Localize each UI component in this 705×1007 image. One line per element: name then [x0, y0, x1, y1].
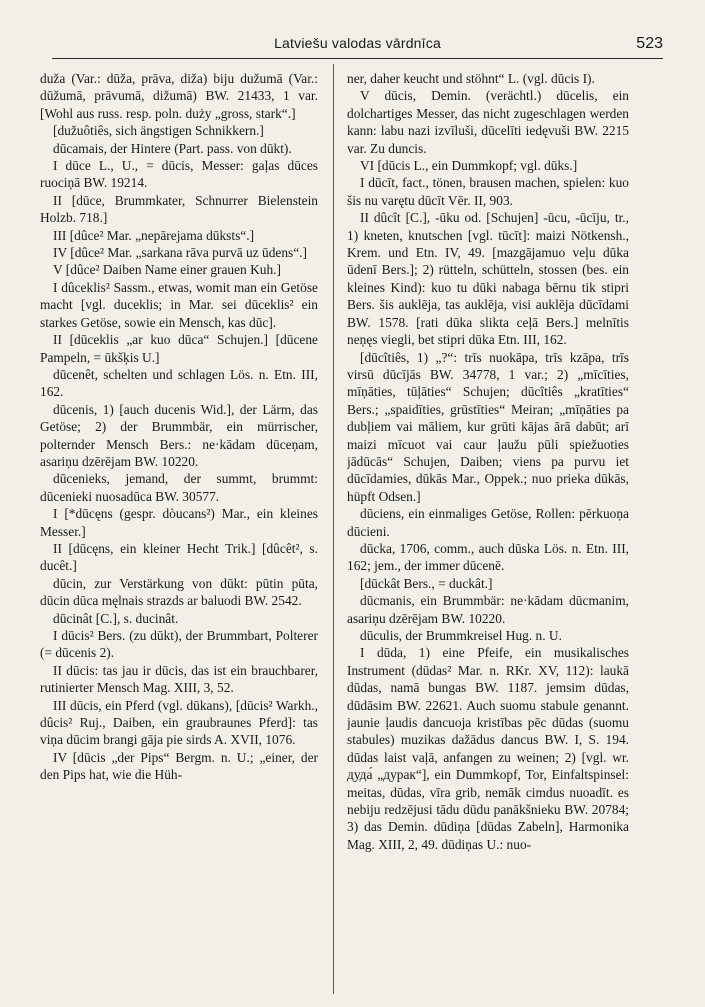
dictionary-entry: I [*dūcęns (gespr. dòucans²) Mar., ein kleines Messer.] [40, 506, 318, 539]
dictionary-entry: dūcenieks, jemand, der summt, brummt: dūcenieki nuosadūca BW. 30577. [40, 471, 318, 504]
dictionary-entry: IV [dûce² Mar. „sarkana rāva purvā uz ūdens“.] [53, 245, 307, 261]
dictionary-entry: VI [dūcis L., ein Dummkopf; vgl. dūks.] [360, 158, 578, 174]
dictionary-entry: dūcamais, der Hintere (Part. pass. von dūkt). [53, 140, 292, 156]
dictionary-entry: II [dūcęns, ein kleiner Hecht Trik.] [dûcêt², s. ducêt.] [40, 540, 318, 574]
dictionary-entry: dūcka, 1706, comm., auch dūska Lös. n. Etn. III, 162; jem., der immer dūcenē. [347, 540, 629, 574]
running-header [52, 35, 663, 55]
dictionary-entry: I dûceklis² Sassm., etwas, womit man ein Getöse macht [vgl. duceklis; in Mar. sei dūceklis² ein starkes Getöse, sowie ein Mensch, kas dūc]. [40, 279, 318, 330]
dictionary-entry: dūcenis, 1) [auch ducenis Wid.], der Lärm, das Getöse; 2) der Brummbär, ein mürrischer, polternder Mensch Bers.: ne·kādam dūceņam, asariņu dzērējam BW. 10220. [40, 401, 318, 469]
dictionary-entry: [dūckât Bers., = duckât.] [360, 575, 493, 591]
dictionary-entry: II [dūce, Brummkater, Schnurrer Bielenstein Holzb. 718.] [40, 192, 318, 226]
right-column [347, 70, 629, 995]
dictionary-entry: dūcinât [C.], s. ducinât. [53, 610, 179, 626]
dictionary-entry: I dūda, 1) eine Pfeife, ein musikalisches Instrument (dūdas² Mar. n. RKr. XV, 112): laukā dūdas, namā bungas BW. 1187. jemsim dūdas, dūdāsim BW. 22621. Auch suomu stabule genannt. jaunie ļaudis dancuoja kristības pēc dūdas (suomu stabules) muzikas dažādus dancus BW. I, S. 194. dūdas laist vaļā, anfangen zu weinen; 2) [vgl. wr. дуда́ „дурак“], ein Dummkopf, Tor, Einfaltspinsel: meitas, dūdas, vīra grib, nemāk cimdus nuoadīt. es nebiju redzējusi tādu dūdu panākšnieku BW. 20784; 3) das Demin. dūdiņa [dūdas Zabeln], Harmonika Mag. XIII, 2, 49. dūdiņas U.: nuo- [347, 645, 629, 852]
dictionary-entry: III [dûce² Mar. „nepārejama dūksts“.] [53, 227, 255, 243]
dictionary-entry: I dūcis² Bers. (zu dūkt), der Brummbart, Polterer (= dūcenis 2). [40, 628, 318, 661]
dictionary-entry: IV [dūcis „der Pips“ Bergm. n. U.; „einer, der den Pips hat, wie die Hüh- [40, 749, 318, 783]
dictionary-entry: dūcmanis, ein Brummbär: ne·kādam dūcmanim, asariņu dzērējam BW. 10220. [347, 593, 629, 626]
dictionary-entry: dūcin, zur Verstärkung von dūkt: pūtin pūta, dūcin dūca męlnais strazds ar baluodi BW. 2542. [40, 575, 318, 609]
dictionary-entry: ner, daher keucht und stöhnt“ L. (vgl. dūcis I). [347, 71, 595, 86]
page-number: 523 [636, 35, 663, 52]
dictionary-entry: [dužuôtiês, sich ängstigen Schnikkern.] [53, 123, 264, 139]
dictionary-entry: dūcenêt, schelten und schlagen Lös. n. Etn. III, 162. [40, 366, 318, 400]
header-rule [52, 58, 663, 59]
dictionary-entry: dūciens, ein einmaliges Getöse, Rollen: pērkuoņa dūcieni. [347, 506, 629, 539]
dictionary-entry: V [dûce² Daiben Name einer grauen Kuh.] [53, 262, 281, 278]
dictionary-entry: duža (Var.: dūža, prāva, diža) biju dužumā (Var.: dūžumā, prāvumā, dižumā) BW. 21433, 1 var. [Wohl aus russ. resp. poln. duży „gross, stark“.] [40, 71, 318, 121]
dictionary-entry: dūculis, der Brummkreisel Hug. n. U. [360, 628, 562, 643]
dictionary-entry: I dūcīt, fact., tönen, brausen machen, spielen: kuo šis nu varętu dūcīt Vēr. II, 903. [347, 175, 629, 208]
dictionary-entry: II dūcis: tas jau ir dūcis, das ist ein brauchbarer, rutinierter Mensch Mag. XIII, 3, 52. [40, 662, 318, 696]
dictionary-entry: [dūcîtiês, 1) „?“: trīs nuokāpa, trīs kzāpa, trīs virsū dūcījās BW. 34778, 1 var.; 2) „mīcīties, mīņāties, tūļāties“ Schujen; dūcîtiês „kratīties“ Bers.; „spaidīties, grūstīties“ Meiran; „mīņāties pa dubļiem vai māliem, kur grūti kājas ārā dabūt; arī maizi mīcuot vai caur ļaužu pūli spiežuoties jādūcās“ Schujen, Daiben; viens pa purvu iet dūcīdamies, dūkās Mar., Oppek.; nuo prieka dūkās, hüpft Odsen.] [347, 349, 629, 504]
dictionary-entry: I dūce L., U., = dūcis, Messer: gaļas dūces ruociņā BW. 19214. [40, 158, 318, 191]
dictionary-entry: III dūcis, ein Pferd (vgl. dūkans), [dūcis² Warkh., dûcis² Ruj., Daiben, ein graubraunes Pferd]: tas viņa dūcim brangi gāja pie sirds A. XVII, 1076. [40, 697, 318, 748]
column-divider [333, 64, 334, 994]
dictionary-entry: II dûcît [C.], -ūku od. [Schujen] -ūcu, -ūcīju, tr., 1) kneten, knutschen [vgl. tūcīt]: maizi Nötkensh., Krem. und Etn. IV, 49. [mazgājamuo veļu dūka ūdenī Bers.]; 2) rütteln, schütteln, stossen (bes. ein kleines Kind): kuo tu dūki nabaga bērnu tik stipri Bers. šis auklēja, tas auklēja, visi auklēja dūcīdami BW. 1578. [rati dūka slikta ceļā Bers.] melnītis neņęs viegli, bet stipri dūka Etn. III, 162. [347, 210, 629, 348]
left-column [40, 70, 318, 995]
dictionary-entry: V dūcis, Demin. (verächtl.) dūcelis, ein dolchartiges Messer, das nicht zugeschlagen werden kann: labu nazi izvīluši, dūcelīti iedęvuši BW. 2215 var. Zu duncis. [347, 88, 629, 156]
dictionary-entry: II [dūceklis „ar kuo dūca“ Schujen.] [dūcene Pampeln, = ūkšķis U.] [40, 332, 318, 365]
header-title: Latviešu valodas vārdnīca [274, 35, 441, 51]
